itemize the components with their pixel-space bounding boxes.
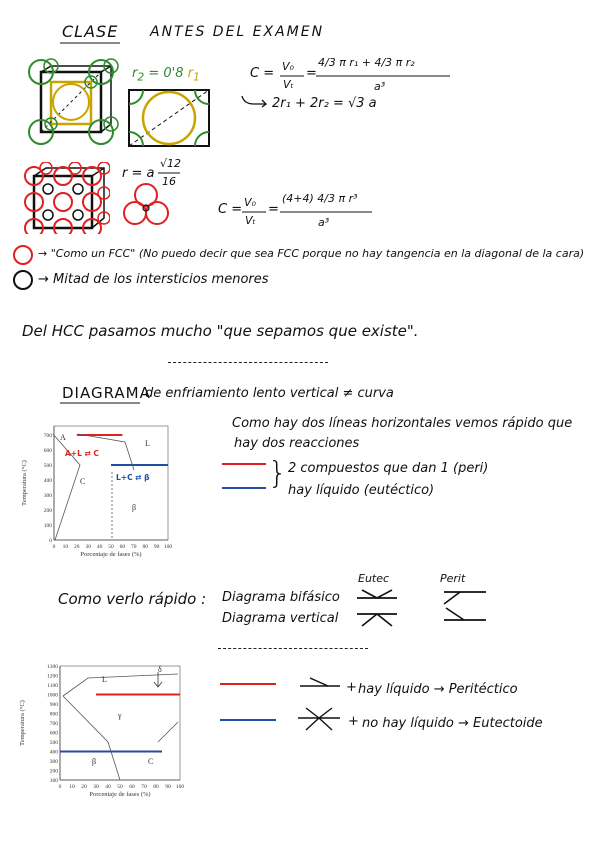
right-note-blue-text: hay líquido (eutéctico) xyxy=(288,483,435,498)
legend-blue-line xyxy=(222,486,266,490)
eq1-relation: 2r₁ + 2r₂ = √3 a xyxy=(272,96,377,111)
c1-x-tick-label: 90 xyxy=(153,544,160,550)
phase-diagram-1 xyxy=(20,420,180,568)
c1-x-tick-label: 70 xyxy=(131,544,137,550)
eq1-denominator: a³ xyxy=(374,80,386,93)
c1-x-tick-label: 60 xyxy=(119,544,126,550)
c2-x-tick-label: 90 xyxy=(165,784,171,790)
c2-gamma-boundary xyxy=(63,696,120,780)
c2-label-gamma: γ xyxy=(118,711,122,720)
c1-y-tick-label: 300 xyxy=(43,493,52,499)
c2-y-axis-label: Temperatura (°C) xyxy=(19,700,26,746)
eq2-frac-bot: Vₜ xyxy=(245,214,256,227)
c2-y-tick-label: 700 xyxy=(49,721,58,727)
c2-right-boundary xyxy=(158,722,178,742)
c2-x-tick-label: 30 xyxy=(93,784,99,790)
c2-x-tick-label: 100 xyxy=(175,784,185,790)
c2-y-tick-label: 300 xyxy=(49,759,58,765)
bottom-blue-text: no hay líquido → Eutectoide xyxy=(362,716,543,731)
eq2-denominator: a³ xyxy=(318,216,330,229)
c1-y-tick-label: 400 xyxy=(43,478,52,484)
c2-y-tick-label: 100 xyxy=(49,778,58,784)
c1-y-axis-label: Temperatura (°C) xyxy=(21,460,28,506)
eq2-r-frac-top: √12 xyxy=(160,157,182,170)
section-divider-2 xyxy=(218,648,368,649)
bottom-red-line xyxy=(220,682,276,686)
c2-label-L: L xyxy=(102,675,107,684)
c2-x-tick-label: 40 xyxy=(105,784,111,790)
peritectic-symbol-icon xyxy=(440,588,490,628)
c2-x-tick-label: 10 xyxy=(69,784,75,790)
eq2-equals: = xyxy=(268,202,279,217)
eq2-r-label: r = a xyxy=(122,166,155,181)
c2-x-tick-label: 0 xyxy=(58,784,62,790)
c1-y-tick-label: 100 xyxy=(43,523,52,529)
radius-r2: r xyxy=(132,66,138,81)
radius-r1: r xyxy=(187,66,194,81)
c1-y-tick-label: 700 xyxy=(43,433,52,439)
legend-note-red: → "Como un FCC" (No puedo decir que sea FCC porque no hay tangencia en la diagonal de la cara) xyxy=(38,247,585,260)
eq1-frac-bot: Vₜ xyxy=(283,78,294,91)
eq1-numerator: 4/3 π r₁ + 4/3 π r₂ xyxy=(318,56,415,69)
bcc-interstice-cell-drawing xyxy=(25,58,120,148)
c1-blue-reaction: L+C ⇄ β xyxy=(116,473,150,482)
c2-x-tick-label: 70 xyxy=(141,784,147,790)
c1-label-beta: β xyxy=(132,503,137,512)
c1-y-tick-label: 0 xyxy=(49,538,52,544)
c2-liquidus-curve xyxy=(63,674,178,696)
radius-r1-sub: 1 xyxy=(193,70,200,84)
c2-x-tick-label: 60 xyxy=(129,784,135,790)
c1-x-tick-label: 40 xyxy=(96,544,103,550)
c2-y-tick-label: 1200 xyxy=(47,673,58,680)
eutectic-symbol-icon xyxy=(354,588,400,628)
quick-label: Como verlo rápido : xyxy=(58,590,207,608)
right-note-line2: hay dos reacciones xyxy=(234,436,360,451)
c2-label-delta: δ xyxy=(158,665,162,674)
c1-red-reaction: A+L ⇄ C xyxy=(65,449,99,458)
c1-plot-frame xyxy=(54,426,168,540)
section-divider xyxy=(168,362,328,363)
diagram-heading-rest: de enfriamiento lento vertical ≠ curva xyxy=(145,386,394,401)
diagram-heading-title: DIAGRAMA xyxy=(62,384,151,402)
c2-y-tick-label: 500 xyxy=(49,740,58,746)
eq1-main-bar xyxy=(316,75,450,78)
c2-y-tick-label: 1000 xyxy=(47,692,58,699)
c1-label-C: C xyxy=(80,477,86,486)
quick-eutec: Eutec xyxy=(358,572,390,585)
eq2-r-frac-bot: 16 xyxy=(162,175,176,188)
bcc-cross-section-drawing xyxy=(125,86,215,148)
c1-x-axis-label: Porcentaje de fases (%) xyxy=(80,551,142,558)
right-note-red-text: 2 compuestos que dan 1 (peri) xyxy=(288,461,489,476)
right-note-brace: } xyxy=(268,456,288,491)
header-title: CLASE xyxy=(62,22,119,41)
right-note-line1: Como hay dos líneas horizontales vemos rápido que xyxy=(232,416,573,431)
c1-y-tick-label: 200 xyxy=(43,508,52,514)
c2-y-tick-label: 1300 xyxy=(47,664,58,670)
quick-perit: Perit xyxy=(440,572,466,585)
eq2-main-bar xyxy=(280,211,372,214)
quick-line1: Diagrama bifásico xyxy=(222,590,340,605)
c2-label-C: C xyxy=(148,757,154,766)
c1-label-L: L xyxy=(145,439,150,448)
c1-y-tick-label: 500 xyxy=(43,463,52,469)
c2-x-tick-label: 50 xyxy=(117,784,123,790)
c1-x-tick-label: 10 xyxy=(62,544,69,550)
c1-label-A: A xyxy=(60,433,66,442)
eq1-frac-top: V₀ xyxy=(282,60,294,73)
eq1-equals: = xyxy=(306,66,317,81)
eutectoid-small-icon xyxy=(296,706,342,732)
c2-x-axis-label: Porcentaje de fases (%) xyxy=(89,791,151,798)
black-circle-icon xyxy=(12,269,34,291)
c2-y-tick-label: 400 xyxy=(49,749,58,756)
c2-y-tick-label: 600 xyxy=(49,730,58,737)
c1-x-tick-label: 30 xyxy=(85,544,91,550)
bottom-plus-1: + xyxy=(346,680,357,695)
legend-red-line xyxy=(222,462,266,466)
c2-x-tick-label: 80 xyxy=(153,784,159,790)
c2-plot-frame xyxy=(60,666,180,780)
hcc-note: Del HCC pasamos mucho "que sepamos que existe". xyxy=(22,322,419,340)
peritectic-small-icon xyxy=(298,676,342,694)
bottom-red-text: hay líquido → Peritéctico xyxy=(358,682,518,697)
title-underline xyxy=(60,41,120,45)
radius-relation xyxy=(132,66,200,84)
c2-y-tick-label: 1100 xyxy=(47,683,58,689)
legend-note-red-text: "Como un FCC" (No puedo decir que sea FCC porque no hay tangencia en la diagonal de la cara) xyxy=(50,247,585,260)
implies-arrow-icon xyxy=(240,94,270,108)
c1-x-tick-label: 80 xyxy=(142,544,148,550)
c1-x-tick-label: 100 xyxy=(163,544,173,550)
radius-eq: = 0'8 xyxy=(148,66,184,81)
eq2-c-label: C = xyxy=(218,202,243,217)
c2-x-tick-label: 20 xyxy=(81,784,87,790)
tetrahedral-spheres-drawing xyxy=(118,180,174,236)
legend-note-black: → Mitad de los intersticios menores xyxy=(38,272,269,287)
red-circle-icon xyxy=(12,244,34,266)
c1-x-tick-label: 50 xyxy=(108,544,114,550)
eq1-c-label: C = xyxy=(250,66,275,81)
phase-diagram-2 xyxy=(18,660,190,804)
fcc-interstice-cell-drawing xyxy=(20,162,110,234)
legend-note-black-text: Mitad de los intersticios menores xyxy=(53,272,269,287)
radius-r2-sub: 2 xyxy=(137,70,145,84)
c2-y-tick-label: 900 xyxy=(49,702,58,708)
c2-y-tick-label: 200 xyxy=(49,768,58,775)
quick-line2: Diagrama vertical xyxy=(222,611,339,626)
diagram-heading-underline xyxy=(60,401,140,405)
eq2-frac-top: V₀ xyxy=(244,196,256,209)
eq2-numerator: (4+4) 4/3 π r³ xyxy=(282,192,358,205)
c1-x-tick-label: 0 xyxy=(52,544,56,550)
header-subtitle: ANTES DEL EXAMEN xyxy=(150,24,325,40)
c2-label-beta: β xyxy=(92,757,97,766)
c2-y-tick-label: 800 xyxy=(49,711,58,718)
bottom-blue-line xyxy=(220,718,276,722)
c1-x-tick-label: 20 xyxy=(74,544,80,550)
c1-y-tick-label: 600 xyxy=(43,448,52,454)
bottom-plus-2: + xyxy=(348,714,359,729)
